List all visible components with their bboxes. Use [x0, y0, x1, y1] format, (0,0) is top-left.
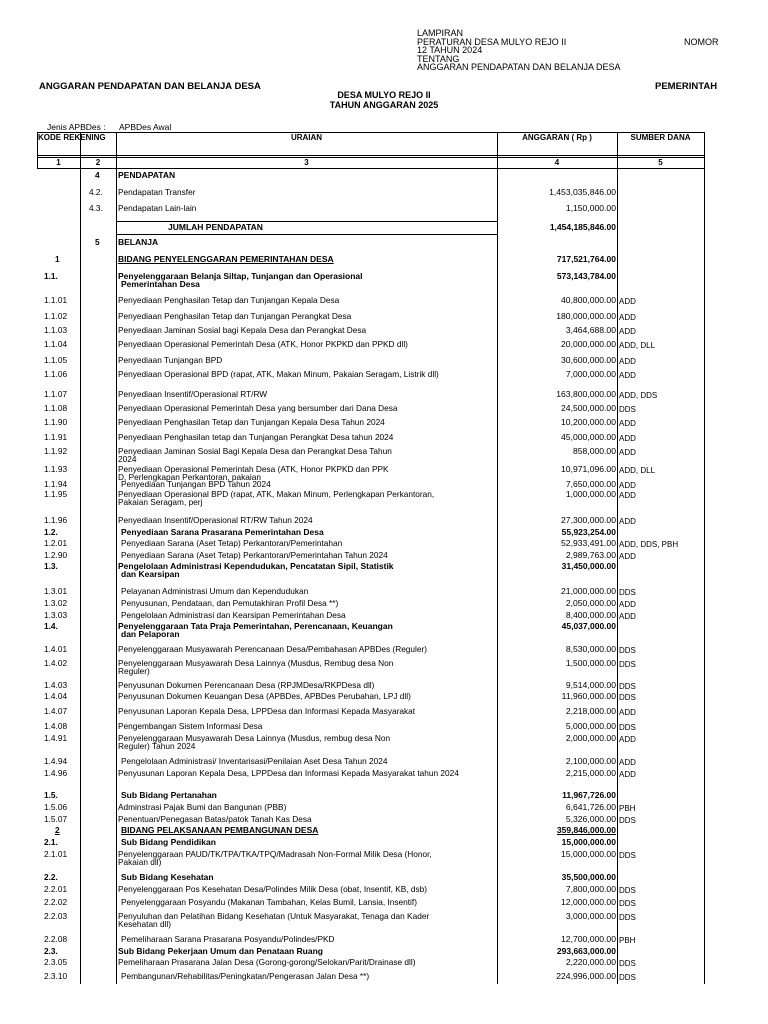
anggaran-value: 21,000,000.00 [561, 586, 616, 596]
kode-rekening: 1.4.08 [44, 721, 68, 731]
uraian-text-cont: Reguler) [118, 666, 150, 676]
anggaran-value: 293,663,000.00 [556, 946, 616, 956]
uraian-text: Pengelolaan Administrasi/ Inventarisasi/Penilaian Aset Desa Tahun 2024 [121, 756, 388, 766]
sumber-dana: ADD [619, 297, 636, 306]
sumber-dana: ADD [619, 434, 636, 443]
anggaran-value: 3,464,688.00 [565, 325, 616, 335]
kode-rekening: 1.4.02 [44, 658, 68, 668]
uraian-text: Pelayanan Administrasi Umum dan Kependudukan [121, 586, 309, 596]
uraian-text: Penyediaan Insentif/Operasional RT/RW Tahun 2024 [118, 515, 313, 525]
uraian-text: Pendapatan Transfer [118, 187, 196, 197]
peraturan-title: PERATURAN DESA MULYO REJO II [417, 37, 567, 47]
anggaran-value: 7,650,000.00 [565, 479, 616, 489]
kode-rekening: 2.2.02 [44, 897, 68, 907]
sumber-dana: ADD [619, 708, 636, 717]
anggaran-value: 27,300,000.00 [561, 515, 616, 525]
kode-rekening: 1.4.96 [44, 768, 68, 778]
kode-rekening: 1.2. [44, 527, 58, 537]
uraian-text-cont: dan Kearsipan [121, 569, 180, 579]
sumber-dana: ADD, DLL [619, 341, 656, 350]
anggaran-value: 55,923,254.00 [561, 527, 616, 537]
uraian-text: Penyelenggaraan PAUD/TK/TPA/TKA/TPQ/Madrasah Non-Formal Milik Desa (Honor, [118, 849, 432, 859]
anggaran-value: 8,530,000.00 [565, 644, 616, 654]
uraian-text: Penyelenggaraan Musyawarah Desa Lainnya (Musdus, Rembug desa Non [118, 658, 394, 668]
anggaran-value: 2,215,000.00 [565, 768, 616, 778]
uraian-text-cont: Pakaian Seragam, perj [118, 497, 203, 507]
uraian-text: Penyediaan Jaminan Sosial Bagi Kepala Desa dan Perangkat Desa Tahun [118, 446, 392, 456]
uraian-text: Penyediaan Tunjangan BPD Tahun 2024 [121, 479, 271, 489]
uraian-text: JUMLAH PENDAPATAN [168, 222, 263, 232]
anggaran-value: 15,000,000.00 [561, 849, 616, 859]
kode-rekening: 1.4.07 [44, 706, 68, 716]
jenis-apbdes-label: Jenis APBDes : [47, 122, 106, 132]
anggaran-value: 3,000,000.00 [565, 911, 616, 921]
uraian-text: Penyusunan Dokumen Perencanaan Desa (RPJMDesa/RKPDesa dll) [118, 680, 375, 690]
uraian-text: Penyediaan Insentif/Operasional RT/RW [118, 389, 268, 399]
sumber-dana: ADD [619, 448, 636, 457]
col-header-uraian: URAIAN [290, 133, 323, 142]
anggaran-value: 35,500,000.00 [561, 872, 616, 882]
kode-rekening: 2.3. [44, 946, 58, 956]
kode-rekening: 2.2.08 [44, 934, 68, 944]
kode-rekening: 1.1.01 [44, 295, 68, 305]
kode-rekening: 1.2.01 [44, 538, 68, 548]
kode-rekening: 1.1.07 [44, 389, 68, 399]
kode-rekening: 1.1.06 [44, 369, 68, 379]
uraian-text: BIDANG PENYELENGGARAN PEMERINTAHAN DESA [118, 254, 334, 264]
kode-rekening: 1.5. [44, 790, 58, 800]
uraian-text: Penyediaan Sarana (Aset Tetap) Perkantoran/Pemerintahan [121, 538, 343, 548]
kode-rekening: 1.1.96 [44, 515, 68, 525]
tentang-isi: ANGGARAN PENDAPATAN DAN BELANJA DESA [417, 62, 621, 72]
sumber-dana: ADD [619, 313, 636, 322]
anggaran-value: 40,800,000.00 [561, 295, 616, 305]
anggaran-value: 573,143,784.00 [556, 271, 616, 281]
sumber-dana: DDS [619, 899, 636, 908]
uraian-text: Penyelenggaraan Tata Praja Pemerintahan, Perencanaan, Keuangan [118, 621, 393, 631]
anggaran-value: 6,641,726.00 [565, 802, 616, 812]
anggaran-value: 1,000,000.00 [565, 489, 616, 499]
sumber-dana: ADD [619, 481, 636, 490]
sumber-dana: ADD [619, 357, 636, 366]
uraian-text: Sub Bidang Pekerjaan Umum dan Penataan Ruang [118, 946, 323, 956]
kode-rekening: 1.5.06 [44, 802, 68, 812]
anggaran-value: 359,846,000.00 [556, 825, 616, 835]
anggaran-value: 2,220,000.00 [565, 957, 616, 967]
anggaran-value: 2,000,000.00 [565, 733, 616, 743]
anggaran-value: 45,000,000.00 [561, 432, 616, 442]
sumber-dana: ADD [619, 552, 636, 561]
sumber-dana: ADD [619, 517, 636, 526]
uraian-text: Penyusunan Laporan Kepala Desa, LPPDesa dan Informasi Kepada Masyarakat tahun 2024 [118, 768, 459, 778]
tahun-label: 12 TAHUN 2024 [417, 45, 483, 55]
anggaran-value: 1,453,035,846.00 [549, 187, 616, 197]
kode-rekening: 1.4.01 [44, 644, 68, 654]
col-header-anggaran: ANGGARAN ( Rp ) [522, 133, 592, 142]
col-header-sumber: SUMBER DANA [630, 133, 691, 142]
uraian-text: Pengembangan Sistem Informasi Desa [118, 721, 263, 731]
sumber-dana: ADD [619, 491, 636, 500]
sumber-dana: DDS [619, 851, 636, 860]
desa-title: DESA MULYO REJO II [337, 90, 431, 100]
uraian-text: Pendapatan Lain-lain [118, 203, 197, 213]
kode-rekening: 1.4.03 [44, 680, 68, 690]
kode-rekening: 1.3.01 [44, 586, 68, 596]
kode-rekening: 1.1.95 [44, 489, 68, 499]
kode-rekening: 2.2.03 [44, 911, 68, 921]
uraian-text: Pembangunan/Rehabilitas/Peningkatan/Pengerasan Jalan Desa **) [121, 971, 370, 981]
anggaran-value: 858,000.00 [572, 446, 616, 456]
kode-sub: 4.3. [89, 203, 103, 213]
uraian-text: Penyuluhan dan Pelatihan Bidang Kesehatan (Untuk Masyarakat, Tenaga dan Kader [118, 911, 430, 921]
uraian-text: Penyusunan Laporan Kepala Desa, LPPDesa dan Informasi Kepada Masyarakat [118, 706, 416, 716]
uraian-text: Penyusunan Dokumen Keuangan Desa (APBDes, APBDes Perubahan, LPJ dll) [118, 691, 411, 701]
anggaran-value: 1,150,000.00 [565, 203, 616, 213]
uraian-text: Sub Bidang Kesehatan [121, 872, 214, 882]
uraian-text-cont: D, Perlengkapan Perkantoran, pakaian [118, 472, 261, 482]
anggaran-value: 11,967,726.00 [562, 790, 616, 800]
document-title-left: ANGGARAN PENDAPATAN DAN BELANJA DESA [39, 81, 261, 92]
kode-rekening: 1.3. [44, 561, 58, 571]
tahun-anggaran-title: TAHUN ANGGARAN 2025 [329, 100, 439, 110]
sumber-dana: DDS [619, 588, 636, 597]
kode-rekening: 1.1.92 [44, 446, 68, 456]
kode-sub: 4 [95, 170, 100, 180]
tentang-label: TENTANG [417, 54, 460, 64]
anggaran-value: 31,450,000.00 [561, 561, 616, 571]
uraian-text-cont: Kesehatan dll) [118, 919, 172, 929]
uraian-text: Penyediaan Operasional Pemerintah Desa (ATK, Honor PKPKD dan PPKD dll) [118, 339, 408, 349]
uraian-text: PENDAPATAN [118, 170, 176, 180]
uraian-text: Penyediaan Sarana Prasarana Pemerintahan Desa [121, 527, 324, 537]
anggaran-value: 5,326,000.00 [565, 814, 616, 824]
anggaran-value: 1,454,185,846.00 [549, 222, 616, 232]
sumber-dana: ADD [619, 770, 636, 779]
kode-rekening: 2 [55, 825, 60, 835]
sumber-dana: ADD [619, 758, 636, 767]
uraian-text-cont: Pemerintahan Desa [121, 279, 200, 289]
anggaran-value: 2,989,763.00 [565, 550, 616, 560]
kode-rekening: 1.1.91 [44, 432, 68, 442]
anggaran-value: 12,000,000.00 [561, 897, 616, 907]
kode-rekening: 1 [55, 254, 60, 264]
uraian-text: Pemeliharaan Prasarana Jalan Desa (Gorong-gorong/Selokan/Parit/Drainase dll) [118, 957, 416, 967]
col-number-5: 5 [658, 158, 663, 167]
sumber-dana: ADD, DLL [619, 466, 656, 475]
uraian-text: Penyelenggaraan Pos Kesehatan Desa/Polindes Milik Desa (obat, Insentif, KB, dsb) [118, 884, 428, 894]
uraian-text: Penyediaan Tunjangan BPD [118, 355, 223, 365]
col-number-1: 1 [56, 158, 61, 167]
kode-rekening: 1.1.05 [44, 355, 68, 365]
sumber-dana: DDS [619, 660, 636, 669]
kode-rekening: 1.4.04 [44, 691, 68, 701]
anggaran-value: 2,100,000.00 [565, 756, 616, 766]
kode-rekening: 1.1.90 [44, 417, 68, 427]
anggaran-value: 163,800,000.00 [556, 389, 616, 399]
sumber-dana: DDS [619, 886, 636, 895]
uraian-text: Penyediaan Penghasilan Tetap dan Tunjangan Kepala Desa [118, 295, 340, 305]
lampiran-label: LAMPIRAN [417, 28, 464, 38]
sumber-dana: DDS [619, 405, 636, 414]
col-number-3: 3 [304, 158, 309, 167]
kode-rekening: 1.1.04 [44, 339, 68, 349]
uraian-text: Penyediaan Penghasilan tetap dan Tunjangan Perangkat Desa tahun 2024 [118, 432, 394, 442]
uraian-text-cont: Pakaian dll) [118, 857, 162, 867]
uraian-text: Sub Bidang Pendidikan [121, 837, 216, 847]
kode-sub: 5 [95, 237, 100, 247]
sumber-dana: ADD [619, 735, 636, 744]
uraian-text: Penyediaan Operasional BPD (rapat, ATK, Makan Minum, Perlengkapan Perkantoran, [118, 489, 435, 499]
uraian-text: Penyediaan Penghasilan Tetap dan Tunjangan Perangkat Desa [118, 311, 352, 321]
anggaran-value: 20,000,000.00 [561, 339, 616, 349]
kode-rekening: 1.3.03 [44, 610, 68, 620]
kode-rekening: 1.4.91 [44, 733, 68, 743]
sumber-dana: ADD [619, 612, 636, 621]
anggaran-value: 7,800,000.00 [565, 884, 616, 894]
sumber-dana: DDS [619, 973, 636, 982]
anggaran-value: 10,971,096.00 [561, 464, 616, 474]
sumber-dana: DDS [619, 913, 636, 922]
document-title-right: PEMERINTAH [655, 81, 718, 92]
anggaran-value: 15,000,000.00 [561, 837, 616, 847]
uraian-text: Penyelenggaraan Belanja Siltap, Tunjangan dan Operasional [118, 271, 363, 281]
anggaran-value: 1,500,000.00 [565, 658, 616, 668]
uraian-text: Penyediaan Penghasilan Tetap dan Tunjangan Kepala Desa Tahun 2024 [118, 417, 385, 427]
sumber-dana: ADD [619, 419, 636, 428]
kode-rekening: 2.3.10 [44, 971, 68, 981]
col-number-2: 2 [95, 158, 101, 167]
anggaran-value: 717,521,764.00 [556, 254, 616, 264]
kode-rekening: 1.1.02 [44, 311, 68, 321]
col-number-4: 4 [554, 158, 560, 167]
sumber-dana: DDS [619, 723, 636, 732]
anggaran-value: 30,600,000.00 [561, 355, 616, 365]
uraian-text: Penyediaan Operasional Pemerintah Desa yang bersumber dari Dana Desa [118, 403, 398, 413]
kode-rekening: 1.1.03 [44, 325, 68, 335]
anggaran-value: 180,000,000.00 [556, 311, 616, 321]
anggaran-value: 2,218,000.00 [565, 706, 616, 716]
kode-rekening: 1.1.94 [44, 479, 68, 489]
uraian-text-cont: Reguler) Tahun 2024 [118, 741, 196, 751]
uraian-text: BIDANG PELAKSANAAN PEMBANGUNAN DESA [121, 825, 319, 835]
anggaran-value: 8,400,000.00 [565, 610, 616, 620]
uraian-text-cont: 2024 [118, 454, 137, 464]
uraian-text: Pengelolaan Administrasi Kependudukan, Pencatatan Sipil, Statistik [118, 561, 394, 571]
uraian-text: Pengelolaan Administrasi dan Kearsipan Pemerintahan Desa [121, 610, 346, 620]
kode-rekening: 1.1. [44, 271, 58, 281]
uraian-text-cont: dan Pelaporan [121, 629, 180, 639]
kode-rekening: 2.2.01 [44, 884, 68, 894]
kode-rekening: 1.2.90 [44, 550, 68, 560]
anggaran-value: 52,933,491.00 [561, 538, 616, 548]
sumber-dana: DDS [619, 693, 636, 702]
kode-rekening: 2.1.01 [44, 849, 68, 859]
anggaran-value: 11,960,000.00 [561, 691, 616, 701]
sumber-dana: ADD [619, 327, 636, 336]
kode-rekening: 1.1.93 [44, 464, 68, 474]
uraian-text: Penyediaan Sarana (Aset Tetap) Perkantoran/Pemerintahan Tahun 2024 [121, 550, 388, 560]
jenis-apbdes-value: APBDes Awal [119, 122, 172, 132]
sumber-dana: PBH [619, 804, 636, 813]
uraian-text: BELANJA [118, 237, 159, 247]
uraian-text: Penyelenggaraan Posyandu (Makanan Tambahan, Kelas Bumil, Lansia, Insentif) [121, 897, 417, 907]
anggaran-value: 9,514,000.00 [565, 680, 616, 690]
anggaran-value: 2,050,000.00 [565, 598, 616, 608]
sumber-dana: DDS [619, 646, 636, 655]
uraian-text: Penyediaan Jaminan Sosial bagi Kepala Desa dan Perangkat Desa [118, 325, 367, 335]
uraian-text: Sub Bidang Pertanahan [121, 790, 217, 800]
kode-rekening: 1.3.02 [44, 598, 68, 608]
kode-rekening: 1.4. [44, 621, 58, 631]
uraian-text: Penyelenggaraan Musyawarah Perencanaan Desa/Pembahasan APBDes (Reguler) [118, 644, 428, 654]
col-header-kode: KODE REKENING [38, 133, 106, 142]
sumber-dana: ADD, DDS, PBH [619, 540, 679, 549]
kode-sub: 4.2. [89, 187, 103, 197]
sumber-dana: DDS [619, 816, 636, 825]
nomor-label: NOMOR [684, 37, 719, 47]
uraian-text: Penyediaan Operasional BPD (rapat, ATK, Makan Minum, Pakaian Seragam, Listrik dll) [118, 369, 439, 379]
sumber-dana: ADD, DDS [619, 391, 658, 400]
anggaran-value: 224,996,000.00 [556, 971, 616, 981]
kode-rekening: 1.1.08 [44, 403, 68, 413]
uraian-text: Penyelenggaraan Musyawarah Desa Lainnya (Musdus, rembug desa Non [118, 733, 391, 743]
kode-rekening: 2.3.05 [44, 957, 68, 967]
kode-rekening: 1.4.94 [44, 756, 68, 766]
anggaran-value: 7,000,000.00 [565, 369, 616, 379]
sumber-dana: ADD [619, 371, 636, 380]
kode-rekening: 2.1. [44, 837, 58, 847]
uraian-text: Penyusunan, Pendataan, dan Pemutakhiran Profil Desa **) [121, 598, 339, 608]
sumber-dana: DDS [619, 682, 636, 691]
uraian-text: Pemeliharaan Sarana Prasarana Posyandu/Polindes/PKD [121, 934, 335, 944]
uraian-text: Penentuan/Penegasan Batas/patok Tanah Kas Desa [118, 814, 312, 824]
anggaran-value: 24,500,000.00 [561, 403, 616, 413]
sumber-dana: ADD [619, 600, 636, 609]
sumber-dana: DDS [619, 959, 636, 968]
uraian-text: Penyediaan Operasional Pemerintah Desa (ATK, Honor PKPKD dan PPK [118, 464, 389, 474]
uraian-text: Adminstrasi Pajak Bumi dan Bangunan (PBB) [118, 802, 287, 812]
kode-rekening: 1.5.07 [44, 814, 68, 824]
anggaran-value: 5,000,000.00 [565, 721, 616, 731]
sumber-dana: PBH [619, 936, 636, 945]
anggaran-value: 12,700,000.00 [561, 934, 616, 944]
kode-rekening: 2.2. [44, 872, 58, 882]
anggaran-value: 45,037,000.00 [561, 621, 616, 631]
anggaran-value: 10,200,000.00 [561, 417, 616, 427]
